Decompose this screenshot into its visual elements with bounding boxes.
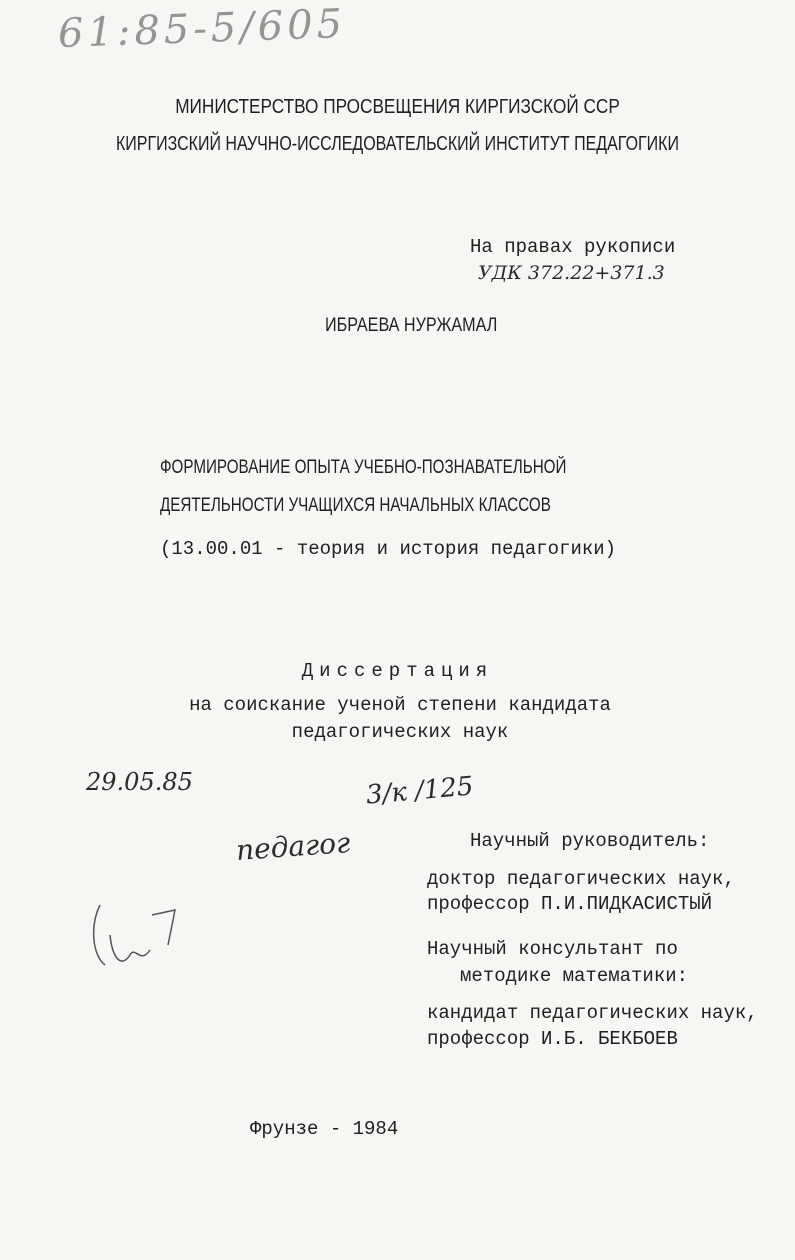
consultant-label: Научный консультант по: [427, 938, 678, 960]
author-name: ИБРАЕВА НУРЖАМАЛ: [325, 315, 498, 336]
udk-code: УДК 372.22+371.3: [478, 262, 665, 284]
degree-line-1: на соискание ученой степени кандидата: [189, 694, 611, 716]
handwritten-category: педагог: [234, 826, 352, 867]
consultant-subject: методике математики:: [460, 965, 689, 987]
specialty-code: (13.00.01 - теория и история педагогики): [160, 538, 617, 560]
consultant-degree: кандидат педагогических наук,: [427, 1002, 758, 1024]
degree-line-2: педагогических наук: [291, 721, 509, 743]
consultant-name: профессор И.Б. БЕКБОЕВ: [427, 1028, 678, 1050]
supervisor-name: профессор П.И.ПИДКАСИСТЫЙ: [427, 893, 713, 915]
supervisor-degree: доктор педагогических наук,: [427, 868, 735, 890]
handwritten-shelf-mark: 3/к /125: [364, 771, 475, 811]
title-line-2: ДЕЯТЕЛЬНОСТИ УЧАЩИХСЯ НАЧАЛЬНЫХ КЛАССОВ: [160, 495, 551, 516]
handwritten-scribble: [80, 895, 200, 985]
title-line-1: ФОРМИРОВАНИЕ ОПЫТА УЧЕБНО-ПОЗНАВАТЕЛЬНОЙ: [160, 457, 567, 478]
handwritten-archive-number: 61:85-5/605: [57, 0, 347, 58]
handwritten-date: 29.05.85: [86, 768, 193, 796]
supervisor-label: Научный руководитель:: [470, 830, 710, 852]
city-year: Фрунзе - 1984: [250, 1118, 399, 1140]
ministry-heading: МИНИСТЕРСТВО ПРОСВЕЩЕНИЯ КИРГИЗСКОЙ ССР: [175, 96, 620, 118]
manuscript-rights: На правах рукописи: [470, 236, 676, 258]
dissertation-label: Диссертация: [301, 660, 494, 682]
institute-heading: КИРГИЗСКИЙ НАУЧНО-ИССЛЕДОВАТЕЛЬСКИЙ ИНСТИТУТ ПЕДАГОГИКИ: [115, 133, 680, 155]
